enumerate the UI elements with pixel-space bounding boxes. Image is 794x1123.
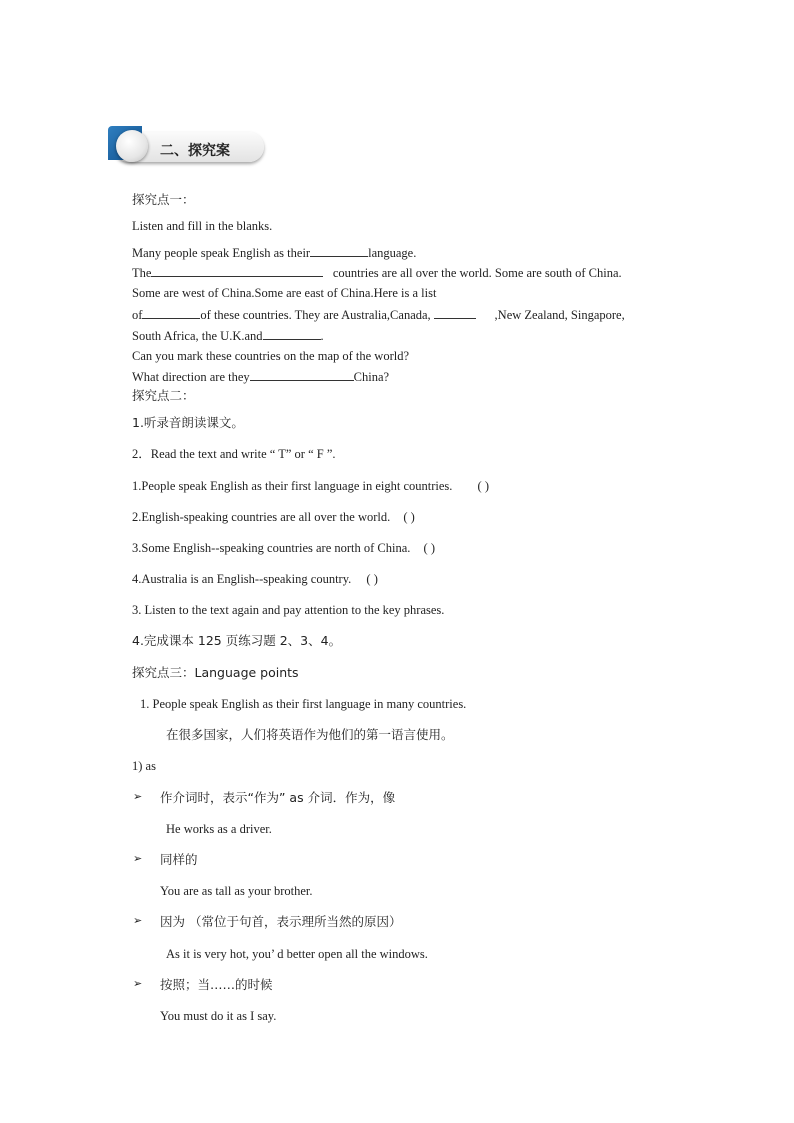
point1-line5 bbox=[132, 327, 324, 344]
bullet-4-text: 按照；当……的时候 bbox=[160, 977, 273, 992]
point3-sentence-en: 1. People speak English as their first language in many countries. bbox=[140, 697, 467, 711]
blank-3 bbox=[142, 306, 200, 319]
point1-line4 bbox=[132, 306, 625, 323]
point1-line7 bbox=[132, 368, 389, 385]
point2-item2: 2．Read the text and write “ T” or “ F ”. bbox=[132, 447, 336, 461]
line4-text-b: of these countries. They are Australia,Canada, bbox=[200, 308, 431, 322]
point2-heading: 探究点二： bbox=[132, 388, 195, 403]
arrow-bullet-icon: ➢ bbox=[133, 977, 143, 990]
line7-text-b: China? bbox=[353, 370, 390, 384]
point2-item3: 3. Listen to the text again and pay attention to the key phrases. bbox=[132, 603, 445, 617]
tf-item-2-text: 2.English-speaking countries are all over the world. bbox=[132, 510, 391, 524]
point2-item1: 1.听录音朗读课文。 bbox=[132, 415, 244, 430]
tf-item-2-answer[interactable]: ( ) bbox=[403, 510, 415, 524]
tf-item-1-answer[interactable]: ( ) bbox=[477, 479, 489, 493]
tf-item-2 bbox=[132, 509, 415, 525]
line1-text-a: Many people speak English as their bbox=[132, 246, 311, 260]
point3-sentence-cn: 在很多国家，人们将英语作为他们的第一语言使用。 bbox=[166, 727, 454, 742]
bullet-1-text: 作介词时，表示“作为” as 介词．作为，像 bbox=[160, 790, 396, 805]
line4-text-c: ,New Zealand, Singapore, bbox=[494, 308, 625, 322]
blank-1 bbox=[310, 244, 368, 257]
tf-item-1 bbox=[132, 478, 489, 494]
line2-text-b: countries are all over the world. Some are south of China. bbox=[332, 266, 622, 280]
blank-6 bbox=[250, 368, 354, 381]
point1-line1 bbox=[132, 244, 416, 261]
line1-text-b: language. bbox=[368, 246, 417, 260]
badge-circle-icon bbox=[116, 130, 148, 162]
tf-item-4-answer[interactable]: ( ) bbox=[366, 572, 378, 586]
point1-heading: 探究点一： bbox=[132, 192, 195, 207]
point1-line2 bbox=[132, 264, 622, 281]
tf-item-4-text: 4.Australia is an English--speaking country. bbox=[132, 572, 352, 586]
point3-heading: 探究点三：Language points bbox=[132, 665, 299, 680]
point1-instruction: Listen and fill in the blanks. bbox=[132, 219, 273, 233]
arrow-bullet-icon: ➢ bbox=[133, 914, 143, 927]
tf-item-1-text: 1.People speak English as their first language in eight countries. bbox=[132, 479, 453, 493]
point1-line3: Some are west of China.Some are east of China.Here is a list bbox=[132, 286, 437, 300]
line5-text-a: South Africa, the U.K.and bbox=[132, 329, 263, 343]
point2-item4: 4.完成课本 125 页练习题 2、3、4。 bbox=[132, 633, 342, 648]
blank-4 bbox=[434, 306, 476, 319]
line5-text-b: . bbox=[320, 329, 324, 343]
arrow-bullet-icon: ➢ bbox=[133, 852, 143, 865]
tf-item-3 bbox=[132, 540, 435, 556]
bullet-1-example: He works as a driver. bbox=[166, 822, 272, 836]
point1-line6: Can you mark these countries on the map of the world? bbox=[132, 349, 410, 363]
bullet-2-text: 同样的 bbox=[160, 852, 198, 867]
section-header-badge bbox=[108, 126, 264, 168]
tf-item-4 bbox=[132, 571, 378, 587]
line7-text-a: What direction are they bbox=[132, 370, 250, 384]
bullet-4-example: You must do it as I say. bbox=[160, 1009, 277, 1023]
blank-2 bbox=[151, 264, 323, 277]
bullet-3-text: 因为 （常位于句首，表示理所当然的原因） bbox=[160, 914, 402, 929]
line4-text-a: of bbox=[132, 308, 143, 322]
section-title: 二、探究案 bbox=[160, 143, 230, 159]
line2-text-a: The bbox=[132, 266, 152, 280]
bullet-3-example: As it is very hot, you’ d better open all the windows. bbox=[166, 947, 428, 961]
tf-item-3-text: 3.Some English--speaking countries are north of China. bbox=[132, 541, 411, 555]
tf-item-3-answer[interactable]: ( ) bbox=[423, 541, 435, 555]
arrow-bullet-icon: ➢ bbox=[133, 790, 143, 803]
bullet-2-example: You are as tall as your brother. bbox=[160, 884, 313, 898]
blank-5 bbox=[263, 327, 321, 340]
as-label: 1) as bbox=[132, 759, 156, 773]
